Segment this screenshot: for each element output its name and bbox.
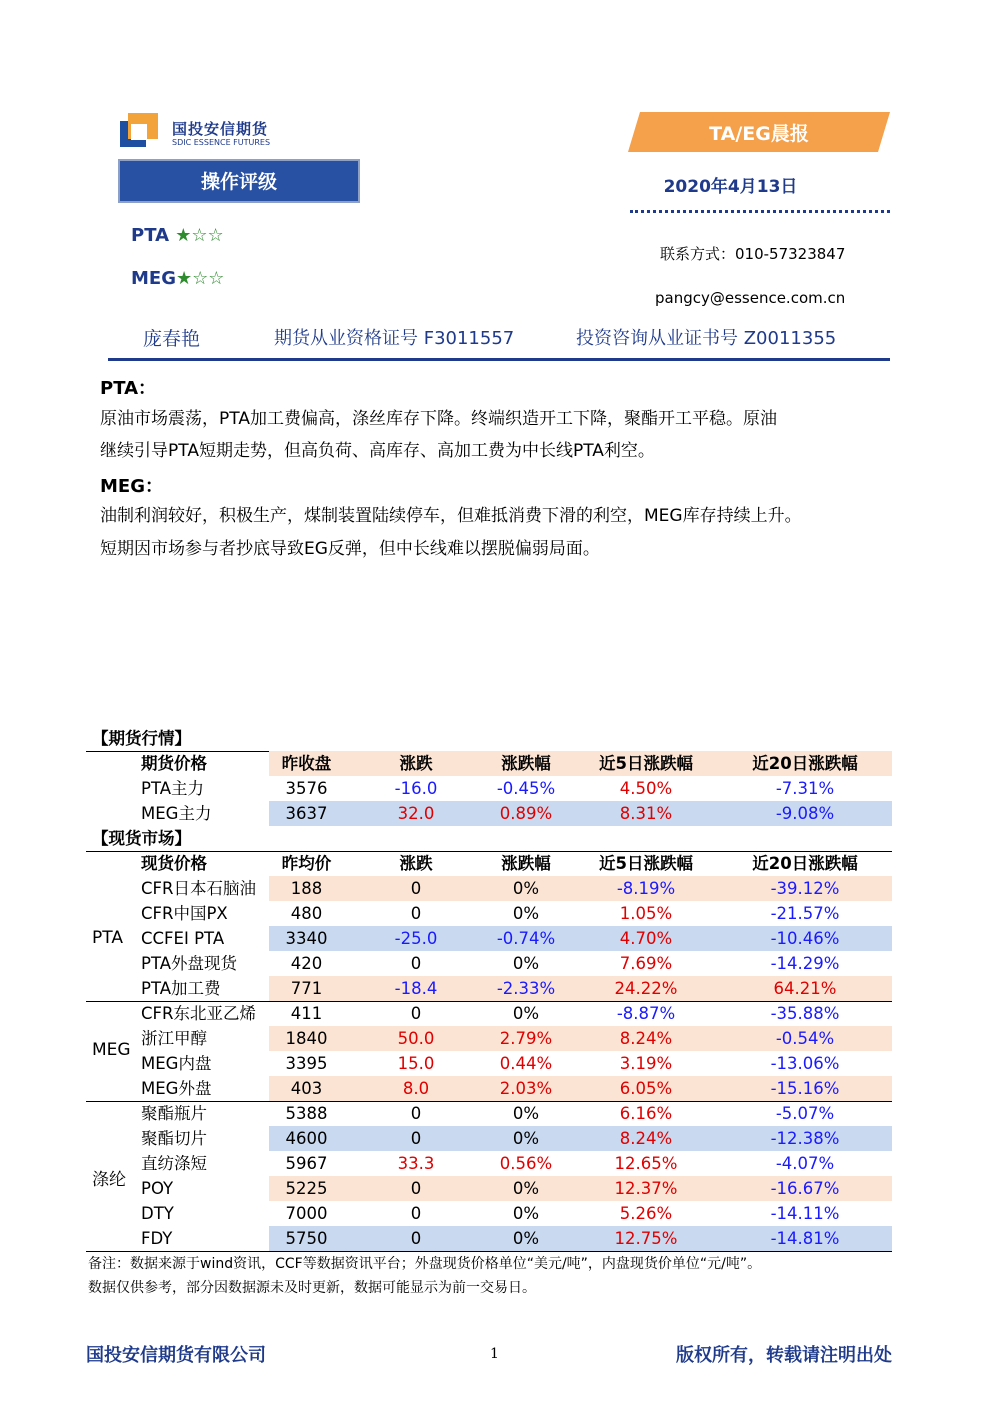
group-label: 涤纶: [92, 1170, 126, 1190]
table-cell: -16.0: [394, 779, 438, 798]
table-cell: 12.37%: [614, 1179, 678, 1198]
spot-row: [86, 951, 892, 976]
rating-meg: [131, 268, 224, 289]
spot-header-row: [86, 851, 892, 876]
author-name: 庞春艳: [143, 328, 201, 350]
header-rule: [108, 358, 890, 361]
table-cell: 0.56%: [499, 1154, 553, 1173]
logo-chinese-name: 国投安信期货: [172, 120, 269, 138]
table-cell: 7000: [285, 1204, 328, 1223]
table-cell: MEG内盘: [141, 1054, 212, 1073]
pta-paragraph-line-2: 继续引导PTA短期走势，但高负荷、高库存、高加工费为中长线PTA利空。: [100, 441, 655, 461]
table-cell: 浙江甲醇: [141, 1029, 207, 1048]
table-cell: 5.26%: [619, 1204, 673, 1223]
table-cell: 3.19%: [619, 1054, 673, 1073]
table-cell: -0.54%: [775, 1029, 835, 1048]
table-cell: MEG外盘: [141, 1079, 212, 1098]
table-cell: 1840: [285, 1029, 328, 1048]
futures-row: [86, 776, 892, 801]
spot-row: [86, 1026, 892, 1051]
table-cell: 0: [410, 1129, 422, 1148]
table-cell: 1.05%: [619, 904, 673, 923]
spot-row: [86, 901, 892, 926]
footer-copyright: 版权所有，转载请注明出处: [676, 1345, 892, 1366]
table-cell: -14.11%: [770, 1204, 840, 1223]
table-cell: 5388: [285, 1104, 328, 1123]
table-cell: FDY: [141, 1229, 173, 1248]
rating-pta-label: PTA: [131, 225, 176, 246]
table-cell: MEG主力: [141, 804, 212, 823]
table-cell: -9.08%: [775, 804, 835, 823]
table-cell: 0%: [512, 1179, 540, 1198]
table-cell: 32.0: [397, 804, 435, 823]
table-cell: -12.38%: [770, 1129, 840, 1148]
table-header-cell: 涨跌幅: [501, 754, 551, 773]
table-cell: 5967: [285, 1154, 328, 1173]
table-cell: -25.0: [394, 929, 438, 948]
table-cell: 0%: [512, 1104, 540, 1123]
table-cell: 0: [410, 904, 422, 923]
table-header-cell: 昨收盘: [281, 754, 332, 773]
table-note-line-2: 数据仅供参考，部分因数据源未及时更新，数据可能显示为前一交易日。: [88, 1280, 536, 1296]
table-note-line-1: 备注：数据来源于wind资讯，CCF等数据资讯平台；外盘现货价格单位“美元/吨”，内盘现货价单位“元/吨”。: [88, 1256, 762, 1272]
table-cell: 7.69%: [619, 954, 673, 973]
table-cell: 0%: [512, 954, 540, 973]
star-filled-icon: ★: [175, 225, 192, 246]
page-number: 1: [490, 1346, 499, 1362]
table-cell: 0: [410, 1204, 422, 1223]
table-header-cell: 涨跌: [399, 854, 433, 873]
table-cell: 12.75%: [614, 1229, 678, 1248]
table-cell: -18.4: [394, 979, 438, 998]
table-cell: -35.88%: [770, 1004, 840, 1023]
table-cell: -4.07%: [775, 1154, 835, 1173]
table-cell: 12.65%: [614, 1154, 678, 1173]
table-cell: 0: [410, 879, 422, 898]
table-cell: POY: [141, 1179, 174, 1198]
table-cell: 8.0: [402, 1079, 430, 1098]
table-cell: 8.31%: [619, 804, 673, 823]
spot-row: [86, 1176, 892, 1201]
table-cell: 0%: [512, 879, 540, 898]
table-cell: 0%: [512, 1004, 540, 1023]
spot-row: [86, 1226, 892, 1251]
meg-heading: MEG：: [100, 476, 163, 497]
table-cell: 0: [410, 1004, 422, 1023]
company-logo-icon: [120, 113, 162, 147]
table-rule: [86, 1251, 892, 1252]
table-section-title: 【期货行情】: [92, 729, 191, 748]
contact-email[interactable]: pangcy@essence.com.cn: [655, 289, 846, 307]
table-cell: 480: [290, 904, 323, 923]
invest-cert: 投资咨询从业证书号 Z0011355: [576, 328, 837, 349]
table-header-cell: 昨均价: [281, 854, 332, 873]
table-cell: -21.57%: [770, 904, 840, 923]
table-cell: -13.06%: [770, 1054, 840, 1073]
spot-row: [86, 876, 892, 901]
table-cell: CCFEI PTA: [141, 929, 225, 948]
table-header-cell: 近5日涨跌幅: [599, 754, 693, 773]
table-cell: CFR日本石脑油: [141, 879, 256, 898]
table-section-title: 【现货市场】: [92, 829, 191, 848]
rating-pta: [131, 225, 224, 246]
table-cell: 3395: [285, 1054, 328, 1073]
footer-company: 国投安信期货有限公司: [86, 1345, 266, 1366]
logo-english-name: SDIC ESSENCE FUTURES: [172, 138, 271, 147]
spot-row: [86, 1101, 892, 1126]
table-header-cell: 近20日涨跌幅: [752, 754, 858, 773]
table-cell: 6.05%: [619, 1079, 673, 1098]
table-cell: -8.19%: [616, 879, 676, 898]
table-cell: -10.46%: [770, 929, 840, 948]
table-cell: -0.45%: [496, 779, 556, 798]
table-cell: -0.74%: [496, 929, 556, 948]
table-cell: -16.67%: [770, 1179, 840, 1198]
table-cell: 8.24%: [619, 1029, 673, 1048]
table-cell: -14.29%: [770, 954, 840, 973]
report-date: 2020年4月13日: [663, 177, 798, 197]
table-cell: 4600: [285, 1129, 328, 1148]
table-cell: -39.12%: [770, 879, 840, 898]
table-cell: 771: [290, 979, 323, 998]
star-empty-icon: ☆☆: [192, 268, 225, 289]
table-cell: 188: [290, 879, 323, 898]
table-cell: 0.89%: [499, 804, 553, 823]
spot-row: [86, 1151, 892, 1176]
table-cell: 聚酯切片: [141, 1129, 207, 1148]
table-cell: 2.79%: [499, 1029, 553, 1048]
group-label: PTA: [92, 927, 123, 948]
table-cell: CFR中国PX: [141, 904, 228, 923]
table-header-cell: 近5日涨跌幅: [599, 854, 693, 873]
futures-row: [86, 801, 892, 826]
table-cell: 聚酯瓶片: [141, 1104, 207, 1123]
table-cell: 2.03%: [499, 1079, 553, 1098]
table-header-cell: 近20日涨跌幅: [752, 854, 858, 873]
table-cell: 0: [410, 954, 422, 973]
table-cell: 0%: [512, 1129, 540, 1148]
table-cell: 403: [290, 1079, 323, 1098]
table-cell: 15.0: [397, 1054, 435, 1073]
table-cell: 4.70%: [619, 929, 673, 948]
table-header-cell: 现货价格: [141, 854, 207, 873]
table-cell: 0.44%: [499, 1054, 553, 1073]
table-cell: DTY: [141, 1204, 174, 1223]
report-title: TA/EG晨报: [709, 123, 809, 145]
table-cell: 64.21%: [773, 979, 837, 998]
table-cell: PTA主力: [141, 779, 205, 798]
table-cell: 5225: [285, 1179, 328, 1198]
star-filled-icon: ★: [175, 268, 193, 289]
table-cell: 8.24%: [619, 1129, 673, 1148]
table-cell: 直纺涤短: [141, 1154, 207, 1173]
table-cell: PTA外盘现货: [141, 954, 238, 973]
rating-meg-label: MEG: [131, 268, 176, 289]
spot-row: [86, 976, 892, 1001]
table-cell: 6.16%: [619, 1104, 673, 1123]
table-cell: -2.33%: [496, 979, 556, 998]
table-cell: CFR东北亚乙烯: [141, 1004, 256, 1023]
table-cell: 24.22%: [614, 979, 678, 998]
table-cell: 0: [410, 1229, 422, 1248]
table-cell: 0: [410, 1104, 422, 1123]
rating-title: 操作评级: [200, 171, 277, 193]
table-cell: 411: [290, 1004, 323, 1023]
table-cell: 420: [290, 954, 323, 973]
table-header-cell: 涨跌: [399, 754, 433, 773]
futures-header-row: [86, 751, 892, 776]
star-empty-icon: ☆☆: [191, 225, 224, 246]
spot-row: [86, 926, 892, 951]
table-cell: -14.81%: [770, 1229, 840, 1248]
table-cell: 3576: [285, 779, 328, 798]
spot-row: [86, 1051, 892, 1076]
table-cell: -8.87%: [616, 1004, 676, 1023]
table-cell: 33.3: [397, 1154, 435, 1173]
spot-row: [86, 1001, 892, 1026]
futures-cert: 期货从业资格证号 F3011557: [274, 328, 515, 349]
table-cell: -5.07%: [775, 1104, 835, 1123]
pta-paragraph-line-1: 原油市场震荡，PTA加工费偏高，涤丝库存下降。终端织造开工下降，聚酯开工平稳。原油: [100, 409, 777, 429]
meg-paragraph-line-2: 短期因市场参与者抄底导致EG反弹，但中长线难以摆脱偏弱局面。: [100, 539, 600, 559]
spot-row: [86, 1076, 892, 1101]
pta-heading: PTA：: [100, 378, 157, 399]
table-cell: 0%: [512, 904, 540, 923]
contact-phone: 联系方式：010-57323847: [660, 245, 846, 263]
table-header-cell: 期货价格: [141, 754, 207, 773]
meg-paragraph-line-1: 油制利润较好，积极生产，煤制装置陆续停车，但难抵消费下滑的利空，MEG库存持续上升。: [100, 506, 802, 526]
table-cell: 4.50%: [619, 779, 673, 798]
table-cell: 0%: [512, 1204, 540, 1223]
group-label: MEG: [92, 1040, 131, 1060]
table-cell: 3637: [285, 804, 328, 823]
table-cell: 5750: [285, 1229, 328, 1248]
table-cell: 3340: [285, 929, 328, 948]
table-cell: 50.0: [397, 1029, 435, 1048]
spot-row: [86, 1201, 892, 1226]
table-cell: 0%: [512, 1229, 540, 1248]
table-cell: PTA加工费: [141, 979, 221, 998]
spot-row: [86, 1126, 892, 1151]
table-cell: -15.16%: [770, 1079, 840, 1098]
table-header-cell: 涨跌幅: [501, 854, 551, 873]
table-cell: -7.31%: [775, 779, 835, 798]
table-cell: 0: [410, 1179, 422, 1198]
dotted-divider: [630, 210, 890, 213]
